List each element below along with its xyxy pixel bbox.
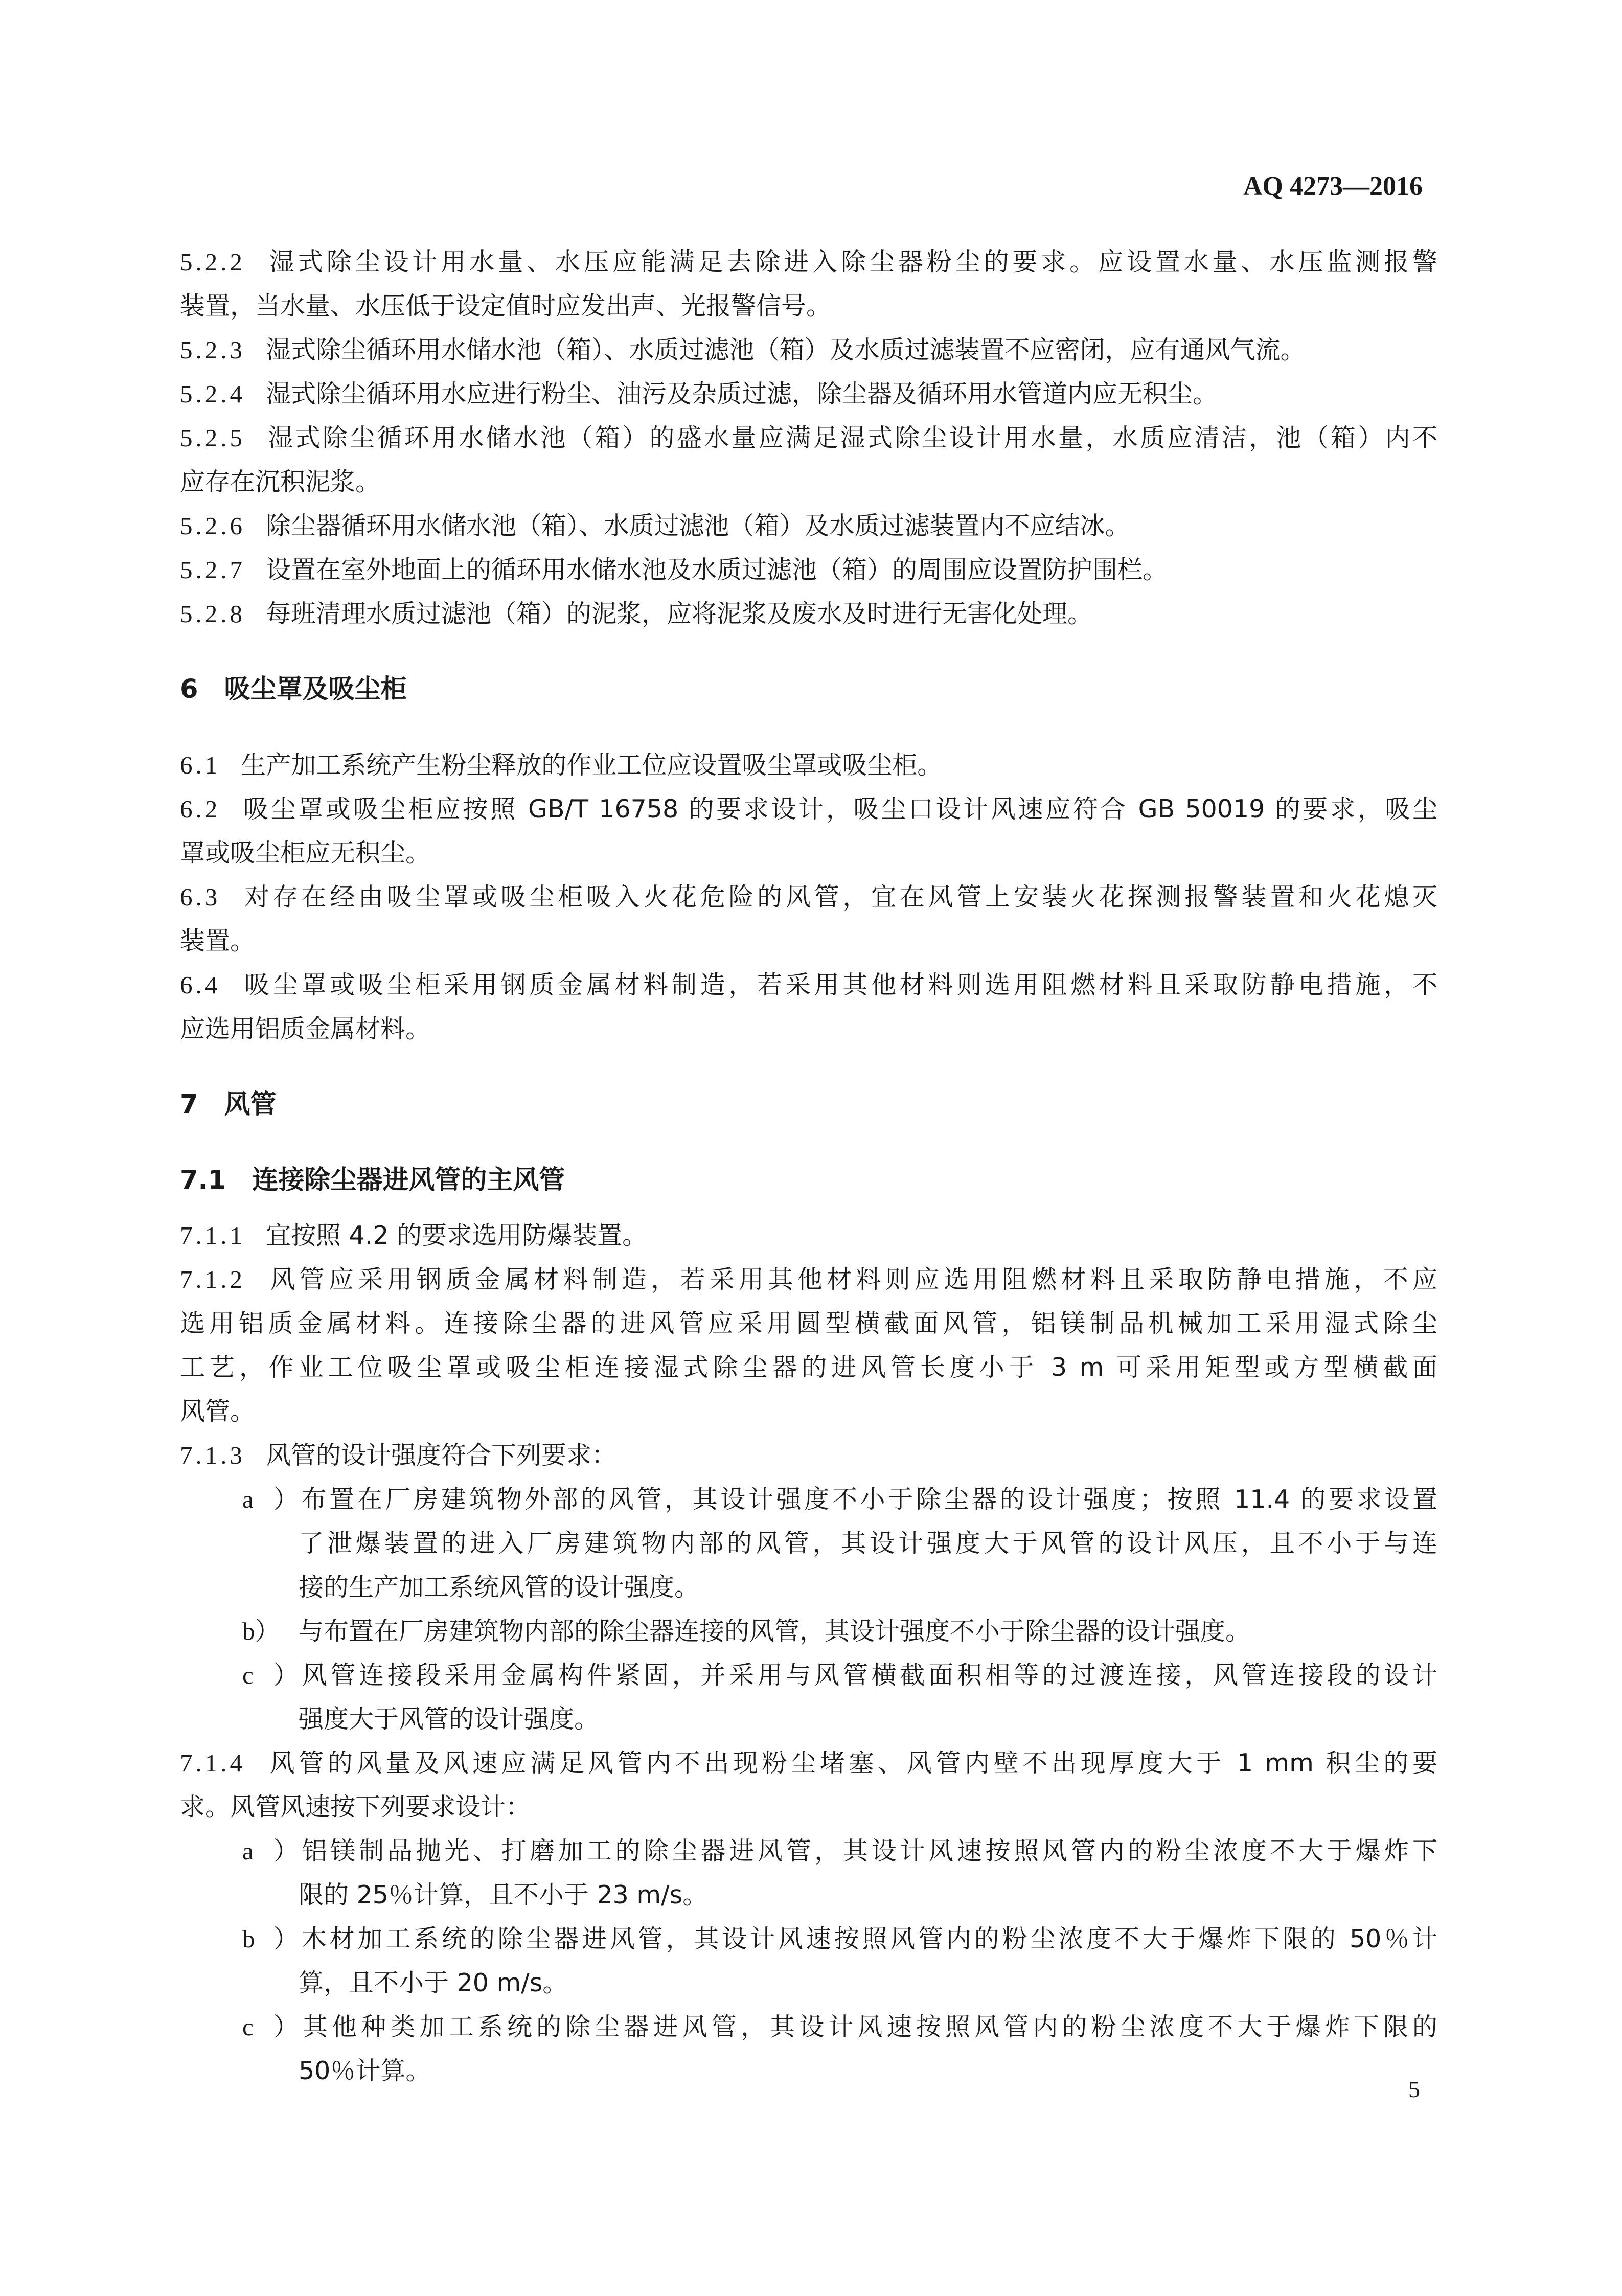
clause-text: 风管的风量及风速应满足风管内不出现粉尘堵塞、风管内壁不出现厚度大于 1 mm 积尘的要: [266, 1748, 1437, 1778]
page-content: [180, 240, 1437, 2093]
clause-text: 应存在沉积泥浆。: [180, 467, 381, 496]
section-7-1-heading: 7.1 连接除尘器进风管的主风管: [180, 1165, 565, 1195]
clause-text: 生产加工系统产生粉尘释放的作业工位应设置吸尘罩或吸尘柜。: [241, 751, 943, 780]
section-7-heading: 7 风管: [180, 1089, 277, 1120]
clause-text: 装置，当水量、水压低于设定值时应发出声、光报警信号。: [180, 291, 832, 321]
clause-5-2-3: [180, 328, 1437, 372]
clause-number: 7.1.2: [180, 1265, 245, 1293]
list-marker: b）: [242, 1925, 299, 1953]
list-marker: a）: [242, 1485, 299, 1513]
clause-number: 6.1: [180, 751, 221, 779]
clause-text: 每班清理水质过滤池（箱）的泥浆，应将泥浆及废水及时进行无害化处理。: [266, 599, 1093, 628]
clause-text: 设置在室外地面上的循环用水储水池及水质过滤池（箱）的周围应设置防护围栏。: [266, 555, 1168, 584]
list-text: 风管连接段采用金属构件紧固，并采用与风管横截面积相等的过渡连接，风管连接段的设计: [299, 1661, 1437, 1690]
clause-text: 湿式除尘设计用水量、水压应能满足去除进入除尘器粉尘的要求。应设置水量、水压监测报警: [266, 247, 1437, 277]
clause-text: 罩或吸尘柜应无积尘。: [180, 838, 431, 868]
list-text: 了泄爆装置的进入厂房建筑物内部的风管，其设计强度大于风管的设计风压，且不小于与连: [299, 1529, 1437, 1558]
list-text: 布置在厂房建筑物外部的风管，其设计强度不小于除尘器的设计强度；按照 11.4 的要求设置: [299, 1485, 1437, 1514]
clause-5-2-6: [180, 504, 1437, 548]
clause-6-1: [180, 743, 1437, 787]
list-item-c: [180, 1653, 1437, 1741]
list-text: 强度大于风管的设计强度。: [299, 1704, 600, 1734]
clause-7-1-3: [180, 1434, 1437, 1741]
list-item-a: [180, 1477, 1437, 1609]
clause-text: 对存在经由吸尘罩或吸尘柜吸入火花危险的风管，宜在风管上安装火花探测报警装置和火花熄灭: [241, 882, 1437, 912]
clause-5-2-4: [180, 372, 1437, 416]
list-item-a: [180, 1829, 1437, 1917]
clause-number: 7.1.3: [180, 1441, 245, 1469]
clause-number: 5.2.3: [180, 336, 245, 364]
list-text: 其他种类加工系统的除尘器进风管，其设计风速按照风管内的粉尘浓度不大于爆炸下限的: [299, 2012, 1437, 2041]
clause-text: 吸尘罩或吸尘柜采用钢质金属材料制造，若采用其他材料则选用阻燃材料且采取防静电措施，不: [241, 970, 1437, 999]
clause-number: 7.1.4: [180, 1749, 245, 1777]
clause-number: 6.4: [180, 971, 221, 999]
clause-number: 5.2.5: [180, 424, 245, 452]
clause-5-2-2: [180, 240, 1437, 328]
standard-code: AQ 4273—2016: [1243, 172, 1423, 201]
list-text: 50％计算。: [299, 2056, 431, 2085]
clause-6-3: [180, 875, 1437, 963]
list-marker: c）: [242, 1661, 299, 1689]
clause-text: 吸尘罩或吸尘柜应按照 GB/T 16758 的要求设计，吸尘口设计风速应符合 GB 50019 的要求，吸尘: [241, 794, 1437, 824]
list-marker: a）: [242, 1837, 299, 1865]
clause-number: 5.2.4: [180, 380, 245, 408]
clause-text: 宜按照 4.2 的要求选用防爆装置。: [266, 1221, 648, 1250]
clause-text: 装置。: [180, 926, 256, 956]
list-text: 木材加工系统的除尘器进风管，其设计风速按照风管内的粉尘浓度不大于爆炸下限的 50％计: [299, 1924, 1437, 1953]
clause-text: 湿式除尘循环用水储水池（箱）的盛水量应满足湿式除尘设计用水量，水质应清洁，池（箱）内不: [266, 423, 1437, 452]
clause-5-2-5: [180, 416, 1437, 504]
clause-7-1-1: [180, 1214, 1437, 1258]
list-marker: b）: [242, 1617, 280, 1645]
clause-number: 5.2.6: [180, 512, 245, 540]
clause-5-2-7: [180, 548, 1437, 592]
clause-text: 求。风管风速按下列要求设计：: [180, 1792, 531, 1822]
clause-number: 5.2.8: [180, 600, 245, 628]
clause-text: 风管应采用钢质金属材料制造，若采用其他材料则应选用阻燃材料且采取防静电措施，不应: [266, 1265, 1437, 1294]
list-text: 铝镁制品抛光、打磨加工的除尘器进风管，其设计风速按照风管内的粉尘浓度不大于爆炸下: [299, 1836, 1437, 1866]
clause-number: 7.1.1: [180, 1221, 245, 1249]
clause-6-4: [180, 963, 1437, 1051]
list-item-b: [180, 1917, 1437, 2005]
clause-text: 选用铝质金属材料。连接除尘器的进风管应采用圆型横截面风管，铝镁制品机械加工采用湿式除尘: [180, 1309, 1437, 1338]
section-6-heading: 6 吸尘罩及吸尘柜: [180, 674, 407, 704]
clause-text: 湿式除尘循环用水储水池（箱）、水质过滤池（箱）及水质过滤装置不应密闭，应有通风气流。: [266, 335, 1306, 365]
clause-number: 6.3: [180, 883, 221, 911]
list-text: 算，且不小于 20 m/s。: [299, 1968, 568, 1997]
list-text: 限的 25％计算，且不小于 23 m/s。: [299, 1880, 708, 1909]
list-text: 与布置在厂房建筑物内部的除尘器连接的风管，其设计强度不小于除尘器的设计强度。: [299, 1617, 1251, 1646]
clause-text: 应选用铝质金属材料。: [180, 1014, 431, 1043]
list-text: 接的生产加工系统风管的设计强度。: [299, 1573, 700, 1602]
clause-number: 5.2.2: [180, 248, 245, 276]
clause-text: 湿式除尘循环用水应进行粉尘、油污及杂质过滤，除尘器及循环用水管道内应无积尘。: [266, 379, 1218, 408]
clause-number: 6.2: [180, 795, 221, 823]
list-item-c: [180, 2005, 1437, 2093]
clause-text: 工艺，作业工位吸尘罩或吸尘柜连接湿式除尘器的进风管长度小于 3 m 可采用矩型或方型横截面: [180, 1353, 1437, 1382]
clause-6-2: [180, 787, 1437, 875]
clause-5-2-8: [180, 592, 1437, 636]
clause-7-1-4: [180, 1741, 1437, 2093]
page-number: 5: [1408, 2076, 1420, 2102]
clause-text: 风管的设计强度符合下列要求：: [266, 1441, 617, 1470]
clause-text: 风管。: [180, 1397, 256, 1426]
list-marker: c）: [242, 2013, 299, 2041]
clause-7-1-2: [180, 1258, 1437, 1434]
clause-text: 除尘器循环用水储水池（箱）、水质过滤池（箱）及水质过滤装置内不应结冰。: [266, 511, 1130, 540]
clause-number: 5.2.7: [180, 556, 245, 584]
list-item-b: [180, 1609, 1437, 1653]
